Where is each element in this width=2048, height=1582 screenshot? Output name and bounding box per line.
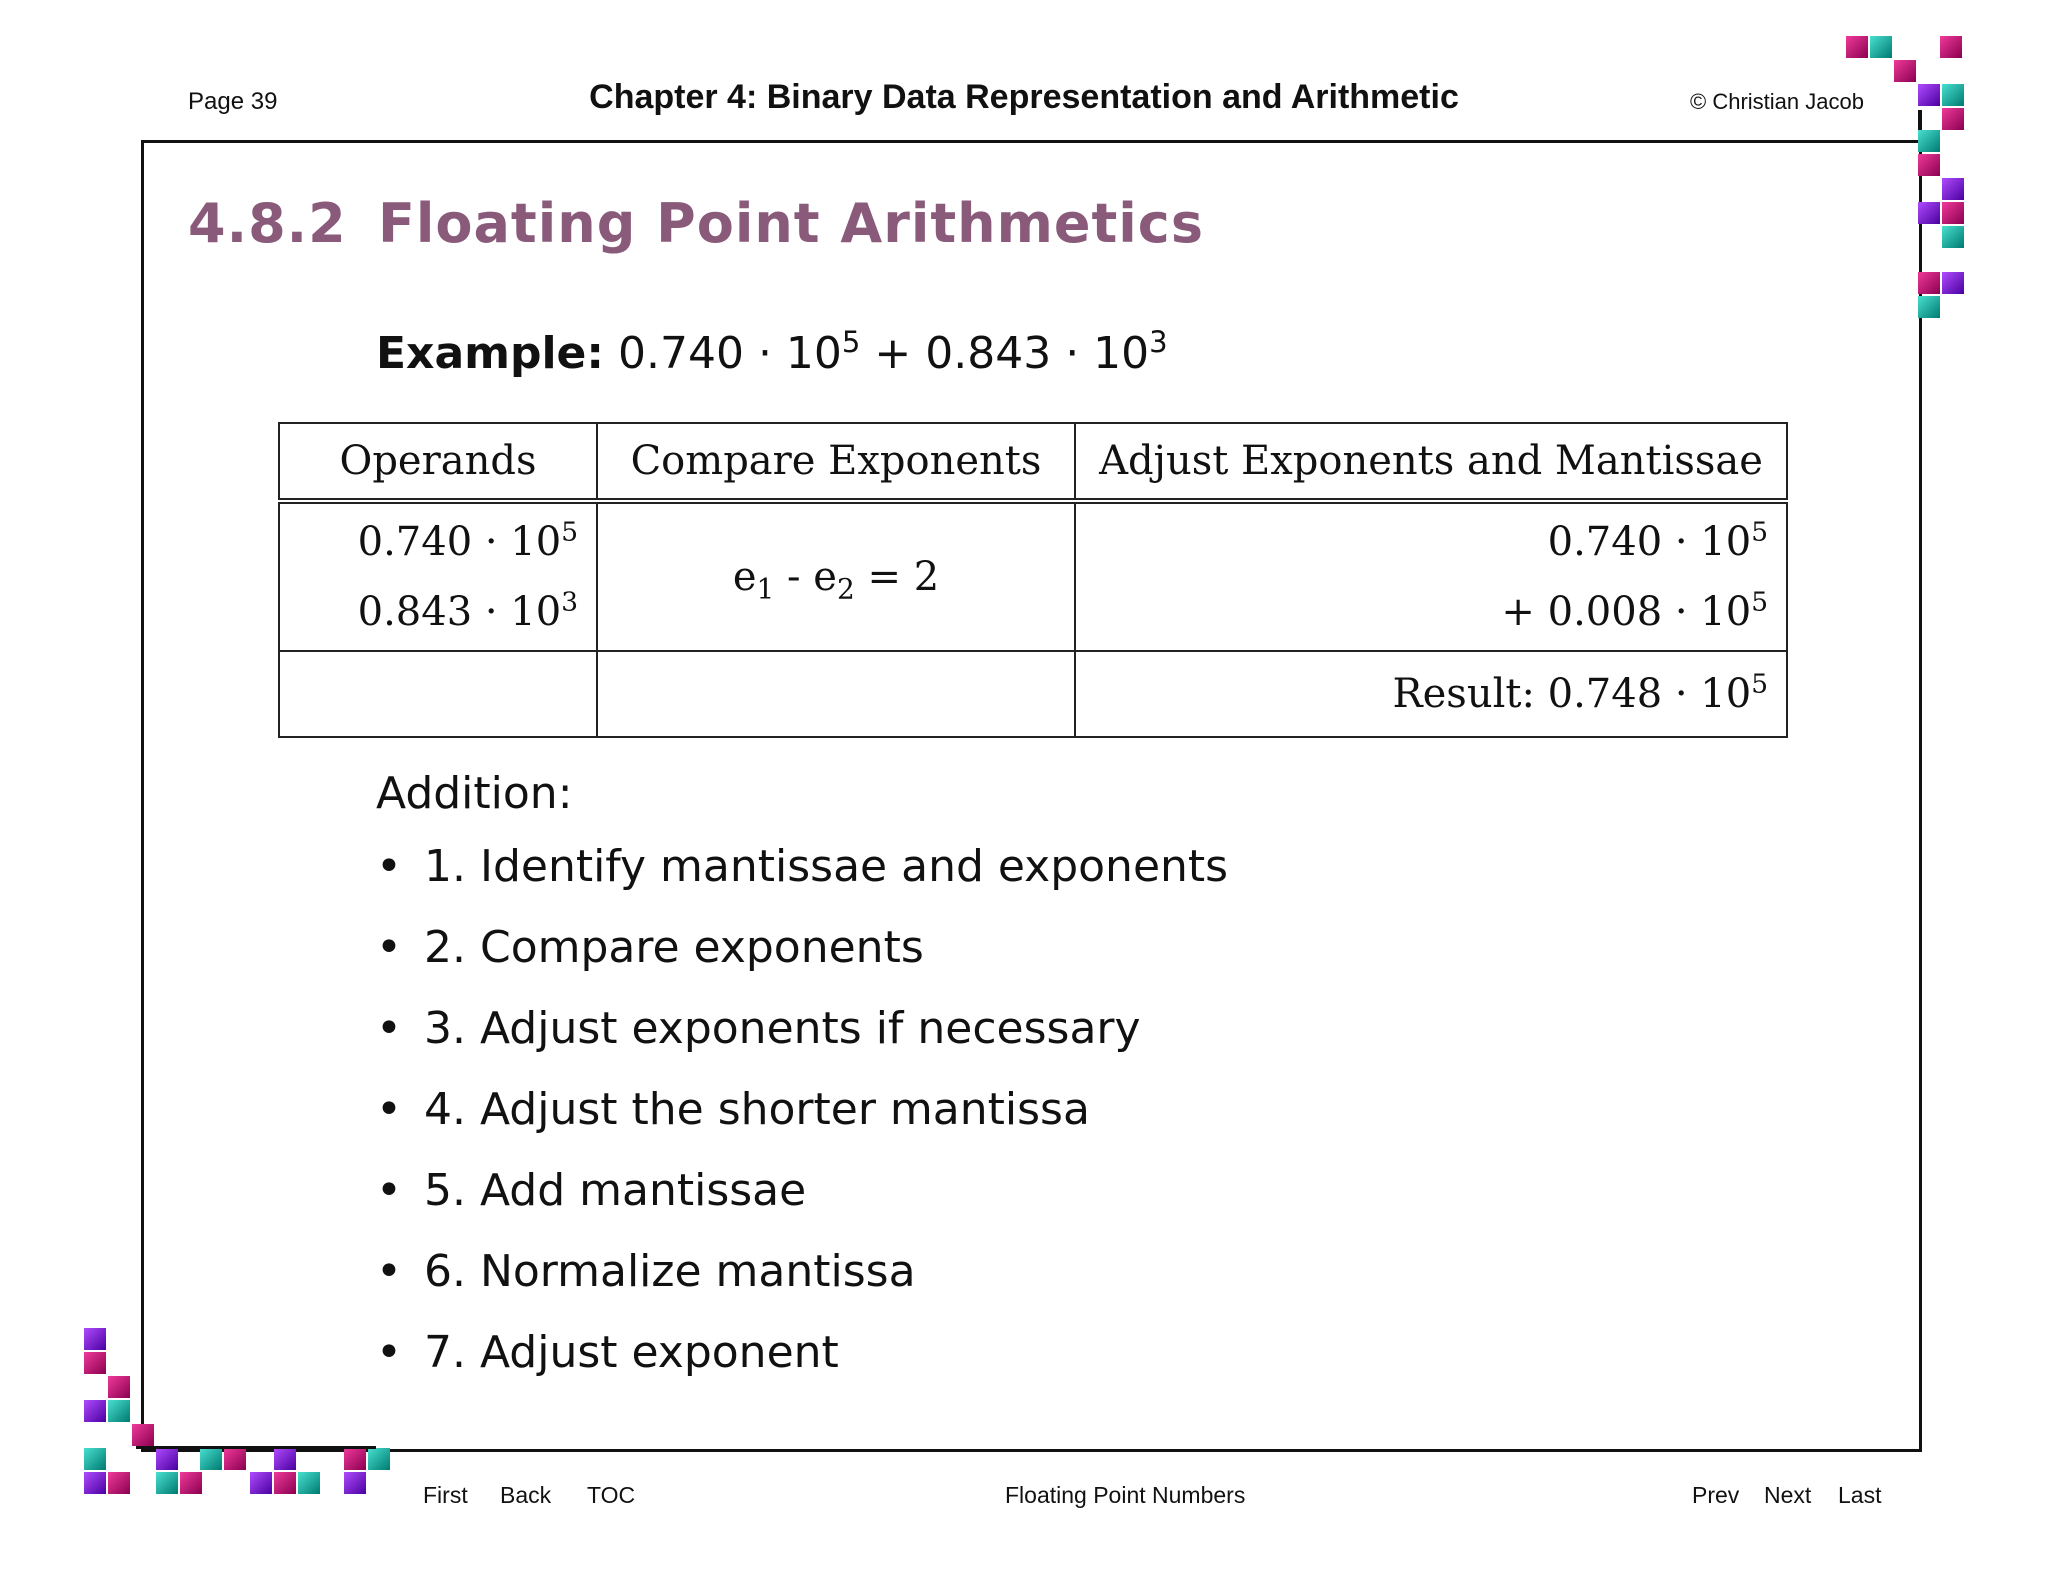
section-title: Floating Point Arithmetics bbox=[378, 192, 1204, 255]
list-item: • 6. Normalize mantissa bbox=[376, 1246, 916, 1297]
nav-next-link[interactable]: Next bbox=[1764, 1482, 1812, 1508]
example-operator: + bbox=[860, 328, 926, 379]
empty-cell bbox=[597, 651, 1075, 737]
nav-prev-link[interactable]: Prev bbox=[1692, 1482, 1740, 1508]
nav-last-link[interactable]: Last bbox=[1838, 1482, 1882, 1508]
operands-cell bbox=[279, 501, 597, 651]
nav-toc-link[interactable]: TOC bbox=[587, 1482, 636, 1508]
arithmetic-table bbox=[278, 422, 1788, 738]
adjust-cell bbox=[1075, 501, 1787, 651]
list-item: • 1. Identify mantissae and exponents bbox=[376, 841, 1229, 892]
example-exp-a: 5 bbox=[841, 325, 861, 360]
table-row bbox=[279, 651, 1787, 737]
list-item: • 4. Adjust the shorter mantissa bbox=[376, 1084, 1090, 1135]
addition-steps bbox=[376, 768, 1228, 1404]
example-term-b: 0.843 · 10 bbox=[925, 328, 1150, 379]
section-number: 4.8.2 bbox=[188, 192, 347, 255]
result-cell: Result: $0.748 \cdot 10^5$ bbox=[1075, 651, 1787, 737]
page-number: Page 39 bbox=[188, 88, 278, 115]
header-adjust: Adjust Exponents and Mantissae bbox=[1075, 423, 1787, 501]
section-heading bbox=[188, 192, 1204, 255]
example-term-a: 0.740 · 10 bbox=[618, 328, 842, 379]
table-row bbox=[279, 501, 1787, 651]
operand-2: $0.843 \cdot 10^3$ bbox=[357, 586, 578, 635]
header-compare: Compare Exponents bbox=[597, 423, 1075, 501]
list-item: • 3. Adjust exponents if necessary bbox=[376, 1003, 1141, 1054]
footer-title: Floating Point Numbers bbox=[1005, 1482, 1246, 1508]
example-line bbox=[376, 325, 1168, 379]
addition-title: Addition: bbox=[376, 768, 573, 819]
list-item: • 2. Compare exponents bbox=[376, 922, 924, 973]
adjust-2: + $0.008 \cdot 10^5$ bbox=[1501, 586, 1768, 635]
steps-list bbox=[376, 837, 1228, 1404]
example-label: Example: bbox=[376, 328, 604, 379]
nav-back-link[interactable]: Back bbox=[500, 1482, 552, 1508]
copyright: © Christian Jacob bbox=[1690, 89, 1864, 114]
header-operands: Operands bbox=[279, 423, 597, 501]
chapter-title: Chapter 4: Binary Data Representation and Arithmetic bbox=[589, 78, 1459, 116]
empty-cell bbox=[279, 651, 597, 737]
compare-cell: $e_1 - e_2 = 2$ bbox=[597, 501, 1075, 651]
list-item: • 5. Add mantissae bbox=[376, 1165, 807, 1216]
table-header-row bbox=[279, 423, 1787, 501]
adjust-1: $0.740 \cdot 10^5$ bbox=[1547, 516, 1768, 565]
nav-first-link[interactable]: First bbox=[423, 1482, 468, 1508]
operand-1: $0.740 \cdot 10^5$ bbox=[357, 516, 578, 565]
list-item: • 7. Adjust exponent bbox=[376, 1327, 839, 1378]
example-exp-b: 3 bbox=[1149, 325, 1168, 360]
